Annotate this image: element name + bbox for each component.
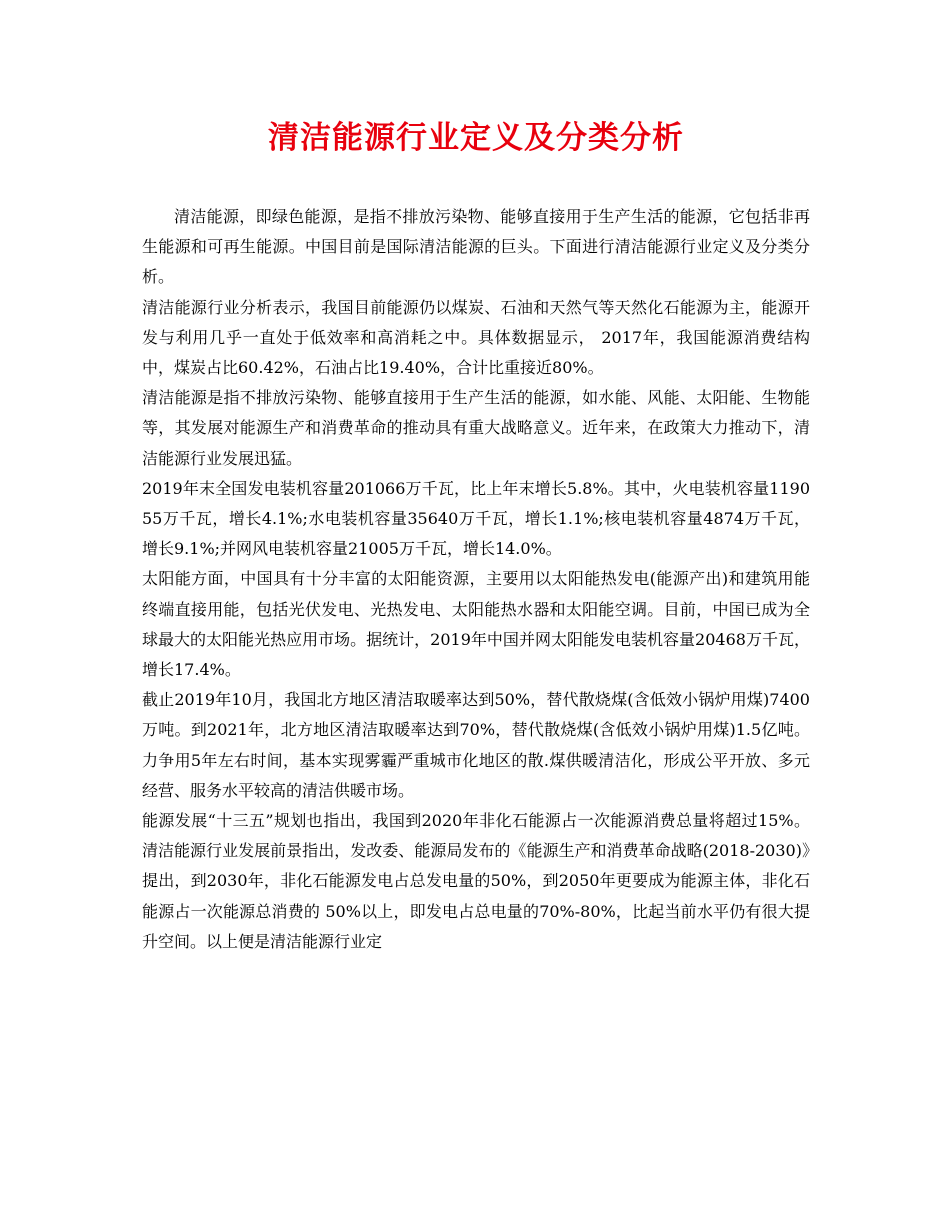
document-title: 清洁能源行业定义及分类分析 bbox=[268, 120, 684, 156]
paragraph-solar-energy: 太阳能方面，中国具有十分丰富的太阳能资源，主要用以太阳能热发电(能源产出)和建筑用能终端直接用能，包括光伏发电、光热发电、太阳能热水器和太阳能空调。目前，中国已成为全球最大的太阳能光热应用市场。据统计，2019年中国并网太阳能发电装机容量20468万千瓦，增长17.4%。 bbox=[142, 569, 810, 680]
paragraph-intro: 清洁能源，即绿色能源，是指不排放污染物、能够直接用于生产生活的能源，它包括非再生能源和可再生能源。中国目前是国际清洁能源的巨头。下面进行清洁能源行业定义及分类分析。 bbox=[142, 207, 810, 287]
document-body bbox=[142, 202, 810, 957]
paragraph-energy-structure: 清洁能源行业分析表示，我国目前能源仍以煤炭、石油和天然气等天然化石能源为主，能源开发与利用几乎一直处于低效率和高消耗之中。具体数据显示， 2017年，我国能源消费结构中，煤炭占比60.42%，石油占比19.40%，合计比重接近80%。 bbox=[142, 297, 810, 378]
paragraph-clean-heating: 截止2019年10月，我国北方地区清洁取暖率达到50%，替代散烧煤(含低效小锅炉用煤)7400万吨。到2021年，北方地区清洁取暖率达到70%，替代散烧煤(含低效小锅炉用煤)1.5亿吨。力争用5年左右时间，基本实现雾霾严重城市化地区的散.煤供暖清洁化，形成公平开放、多元经营、服务水平较高的清洁供暖市场。 bbox=[142, 690, 810, 800]
paragraph-installed-capacity: 2019年末全国发电装机容量201066万千瓦，比上年末增长5.8%。其中，火电装机容量119055万千瓦，增长4.1%;水电装机容量35640万千瓦，增长1.1%;核电装机容量4874万千瓦，增长9.1%;并网风电装机容量21005万千瓦，增长14.0%。 bbox=[142, 478, 810, 559]
paragraph-clean-energy-definition: 清洁能源是指不排放污染物、能够直接用于生产生活的能源，如水能、风能、太阳能、生物能等，其发展对能源生产和消费革命的推动具有重大战略意义。近年来，在政策大力推动下，清洁能源行业发展迅猛。 bbox=[142, 388, 810, 468]
paragraph-development-plan: 能源发展“十三五”规划也指出，我国到2020年非化石能源占一次能源消费总量将超过15%。清洁能源行业发展前景指出，发改委、能源局发布的《能源生产和消费革命战略(2018-2030)》提出，到2030年，非化石能源发电占总发电量的50%，到2050年更要成为能源主体，非化石能源占一次能源总消费的 50%以上，即发电占总电量的70%-80%，比起当前水平仍有很大提升空间。以上便是清洁能源行业定 bbox=[142, 811, 810, 951]
